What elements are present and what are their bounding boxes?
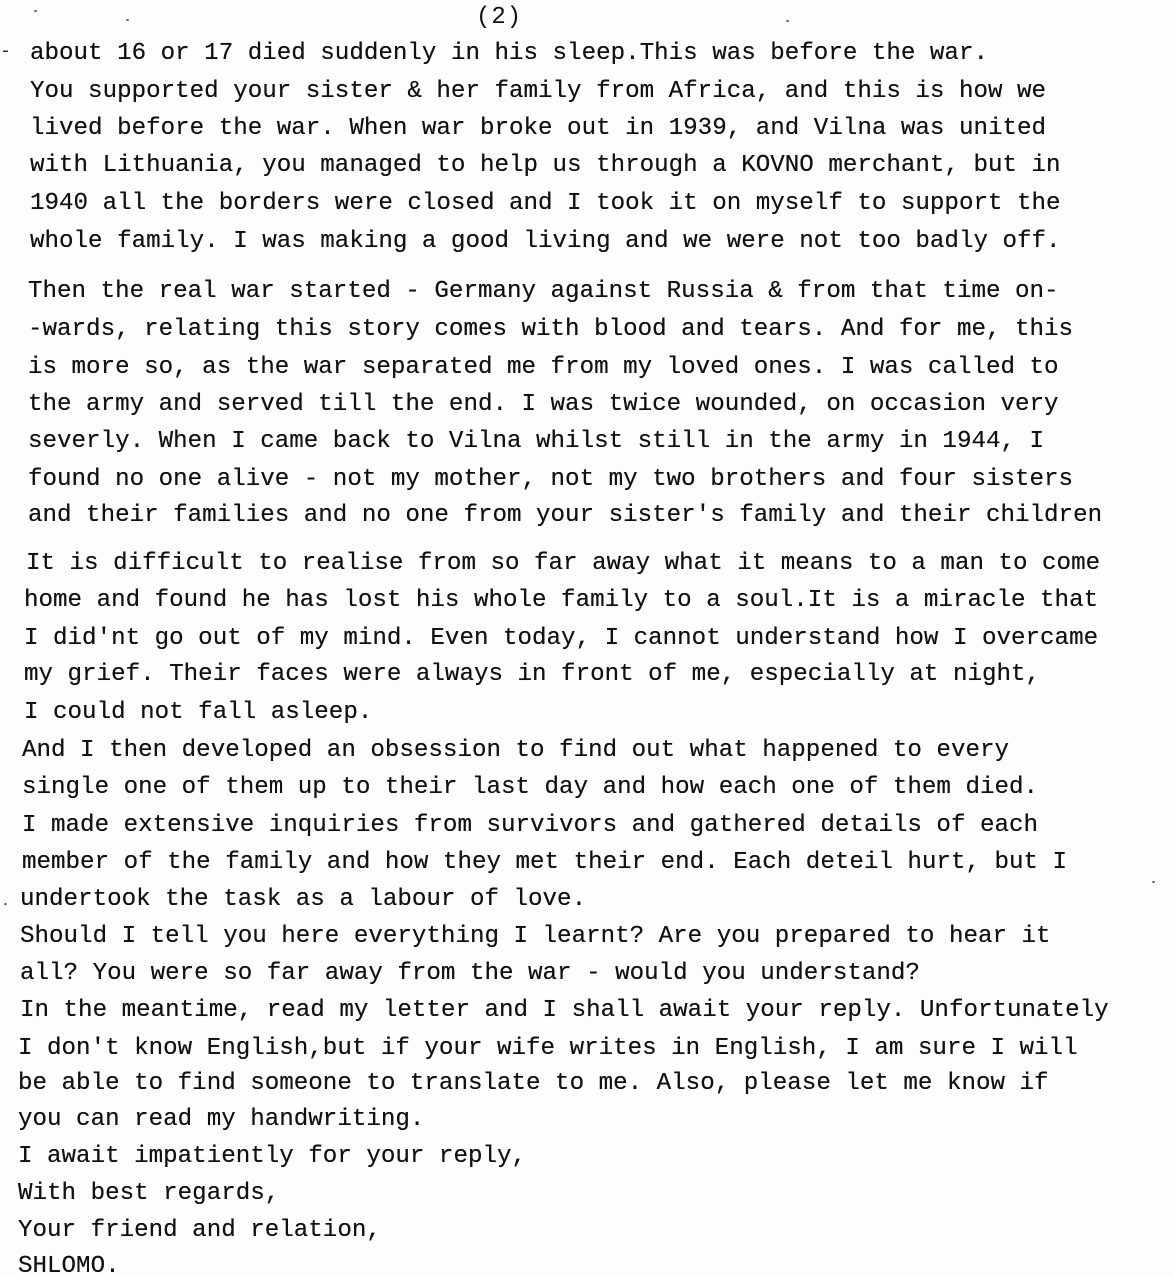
letter-line: It is difficult to realise from so far away what it means to a man to come	[26, 550, 1101, 577]
letter-line: my grief. Their faces were always in front of me, especially at night,	[24, 661, 1041, 688]
letter-line: is more so, as the war separated me from my loved ones. I was called to	[28, 354, 1059, 381]
paper-speck	[4, 903, 7, 905]
letter-line: all? You were so far away from the war - would you understand?	[20, 960, 920, 987]
letter-line: you can read my handwriting.	[18, 1106, 425, 1133]
letter-line: whole family. I was making a good living and we were not too badly off.	[30, 228, 1061, 255]
letter-line: Then the real war started - Germany against Russia & from that time on-	[28, 278, 1059, 305]
letter-line: with Lithuania, you managed to help us through a KOVNO merchant, but in	[30, 152, 1061, 179]
letter-line: And I then developed an obsession to find out what happened to every	[22, 737, 1010, 764]
letter-line: severly. When I came back to Vilna whilst still in the army in 1944, I	[28, 428, 1045, 455]
letter-line: -wards, relating this story comes with blood and tears. And for me, this	[28, 316, 1074, 343]
letter-line: With best regards,	[18, 1180, 280, 1207]
letter-line: member of the family and how they met their end. Each deteil hurt, but I	[22, 849, 1068, 876]
letter-line: the army and served till the end. I was twice wounded, on occasion very	[28, 391, 1059, 418]
letter-line: 1940 all the borders were closed and I took it on myself to support the	[30, 190, 1061, 217]
letter-line: SHLOMO.	[18, 1253, 120, 1280]
letter-line: I could not fall asleep.	[24, 699, 373, 726]
paper-speck	[34, 10, 37, 12]
letter-line: and their families and no one from your sister's family and their children	[28, 502, 1103, 529]
letter-line: home and found he has lost his whole family to a soul.It is a miracle that	[24, 587, 1099, 614]
letter-line: Should I tell you here everything I learnt? Are you prepared to hear it	[20, 923, 1051, 950]
letter-line: single one of them up to their last day and how each one of them died.	[22, 774, 1039, 801]
letter-line: I await impatiently for your reply,	[18, 1143, 527, 1170]
letter-line: In the meantime, read my letter and I shall await your reply. Unfortunately	[20, 997, 1109, 1024]
letter-line: be able to find someone to translate to me. Also, please let me know if	[18, 1070, 1049, 1097]
paper-speck	[786, 20, 789, 22]
letter-line: Your friend and relation,	[18, 1217, 381, 1244]
letter-line: I don't know English,but if your wife writes in English, I am sure I will	[18, 1035, 1078, 1062]
margin-mark: -	[0, 42, 11, 62]
letter-line: lived before the war. When war broke out in 1939, and Vilna was united	[30, 115, 1047, 142]
letter-line: undertook the task as a labour of love.	[20, 886, 587, 913]
letter-line: I did'nt go out of my mind. Even today, I cannot understand how I overcame	[24, 625, 1099, 652]
letter-line: found no one alive - not my mother, not my two brothers and four sisters	[28, 466, 1074, 493]
letter-line: about 16 or 17 died suddenly in his sleep.This was before the war.	[30, 40, 988, 67]
letter-line: You supported your sister & her family from Africa, and this is how we	[30, 78, 1047, 105]
paper-speck	[126, 19, 129, 21]
paper-speck	[1152, 881, 1155, 883]
letter-line: I made extensive inquiries from survivors and gathered details of each	[22, 812, 1039, 839]
page-number: (2)	[476, 4, 523, 31]
